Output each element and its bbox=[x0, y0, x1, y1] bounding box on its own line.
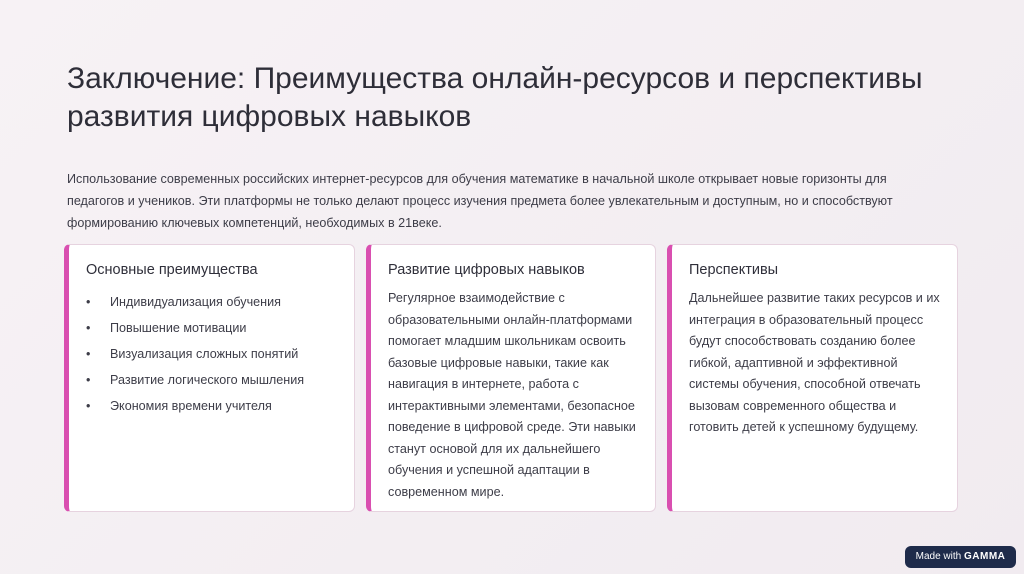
prospects-card-text: Дальнейшее развитие таких ресурсов и их интеграция в образовательный процесс будут способствовать созданию более гибкой, адаптивной и эффективной системы обучения, способной отвечать вызовам современного общества и готовить детей к успешному будущему. bbox=[689, 291, 940, 434]
made-with-gamma-badge[interactable] bbox=[905, 546, 1016, 568]
digital-skills-card bbox=[366, 244, 656, 512]
badge-prefix: Made with bbox=[915, 551, 962, 562]
list-item-text: Развитие логического мышления bbox=[110, 373, 305, 387]
list-item-text: Визуализация сложных понятий bbox=[110, 347, 299, 361]
bullet-icon: • bbox=[86, 295, 91, 309]
advantages-card bbox=[64, 244, 355, 512]
bullet-icon: • bbox=[86, 321, 91, 335]
bullet-icon: • bbox=[86, 399, 91, 413]
digital-skills-card-title: Развитие цифровых навыков bbox=[388, 262, 585, 278]
intro-paragraph: Использование современных российских интернет-ресурсов для обучения математике в начальной школе открывает новые горизонты для педагогов и учеников. Эти платформы не только делают процесс изучения предмета более увлекательным и доступным, но и способствуют формированию ключевых компетенций, необходимых в 21веке. bbox=[67, 172, 893, 230]
list-item-text: Повышение мотивации bbox=[110, 321, 247, 335]
bullet-icon: • bbox=[86, 373, 91, 387]
list-item-text: Индивидуализация обучения bbox=[110, 295, 281, 309]
list-item bbox=[86, 341, 304, 367]
advantages-card-title: Основные преимущества bbox=[86, 262, 258, 278]
list-item bbox=[86, 393, 304, 419]
slide-title: Заключение: Преимущества онлайн-ресурсов и перспективы развития цифровых навыков bbox=[67, 62, 923, 133]
advantages-list bbox=[86, 289, 304, 419]
prospects-card-title: Перспективы bbox=[689, 262, 779, 278]
list-item bbox=[86, 289, 304, 315]
list-item-text: Экономия времени учителя bbox=[110, 399, 272, 413]
bullet-icon: • bbox=[86, 347, 91, 361]
digital-skills-card-text: Регулярное взаимодействие с образовательными онлайн-платформами помогает младшим школьникам освоить базовые цифровые навыки, такие как навигация в интернете, работа с интерактивными элементами, безопасное поведение в цифровой среде. Эти навыки станут основой для их дальнейшего обучения и успешной адаптации в современном мире. bbox=[388, 291, 636, 499]
gamma-logo: GAMMA bbox=[963, 551, 1006, 562]
list-item bbox=[86, 367, 304, 393]
list-item bbox=[86, 315, 304, 341]
prospects-card bbox=[667, 244, 958, 512]
